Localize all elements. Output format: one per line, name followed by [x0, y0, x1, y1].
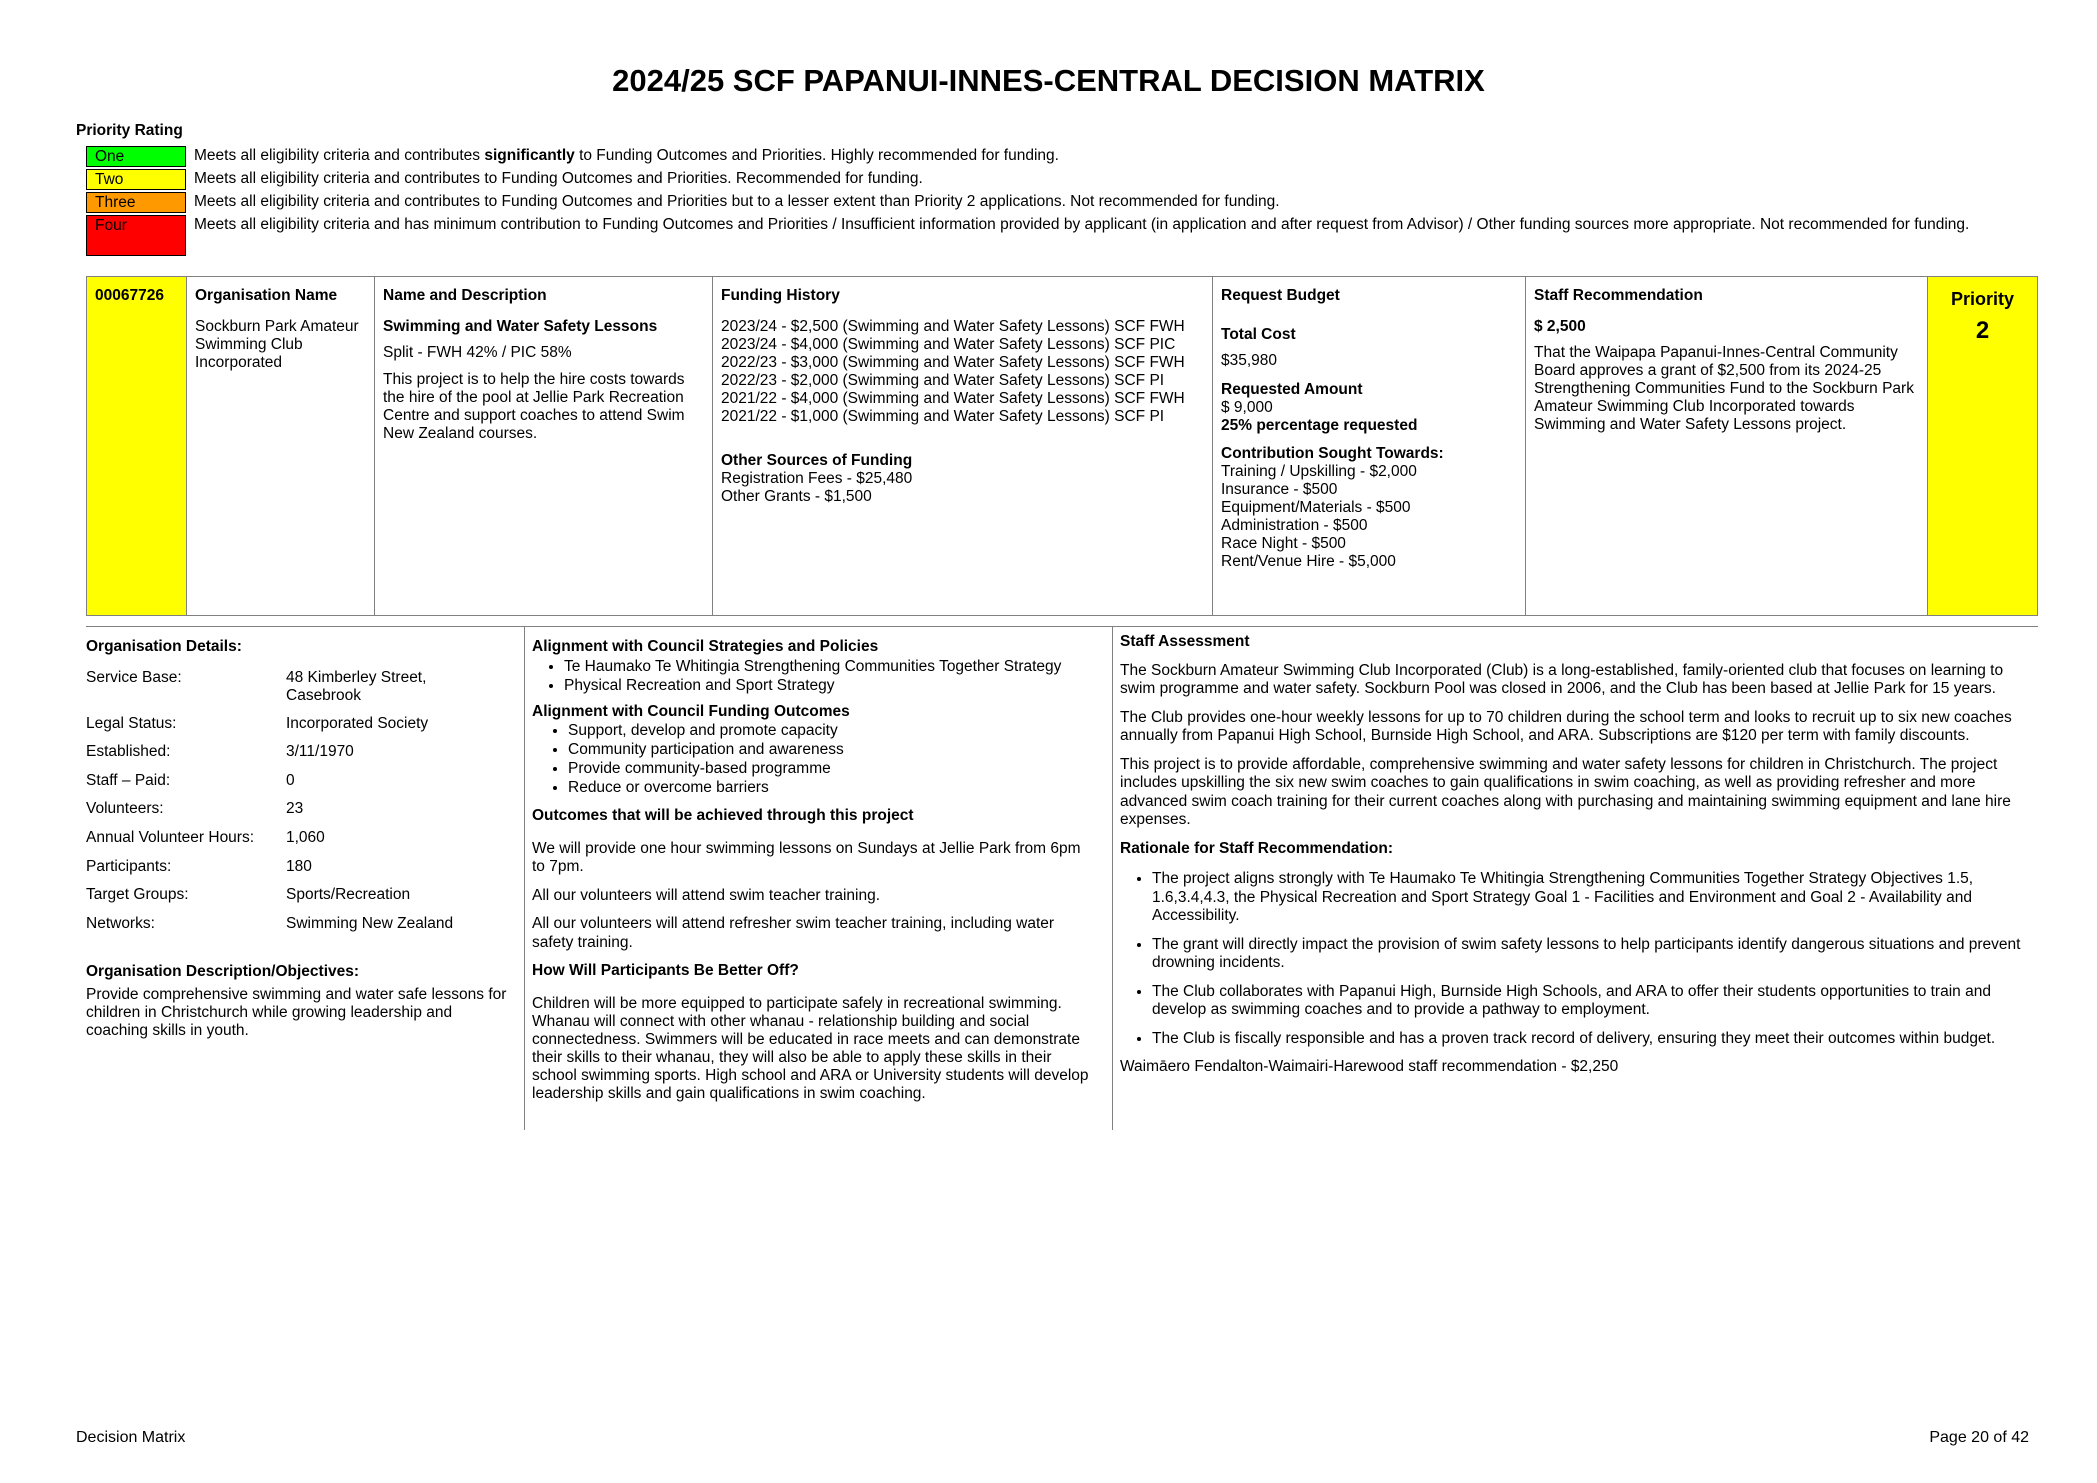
total-cost-label: Total Cost — [1221, 325, 1296, 343]
detail-row-volunteer-hours — [86, 829, 516, 848]
detail-value: 0 — [286, 771, 295, 789]
rationale-item: • The Club collaborates with Papanui High, Burnside High Schools, and ARA to offer their students opportunities to train and develop as swimming coaches and to provide a pathway to employment. — [1152, 983, 2030, 1020]
detail-label: Participants: — [86, 857, 172, 875]
contribution-item: Race Night - $500 — [1221, 534, 1346, 552]
priority-legend — [86, 146, 1986, 258]
priority-value: 2 — [1975, 316, 1990, 344]
detail-label: Target Groups: — [86, 886, 189, 904]
outcome-item: • Community participation and awareness — [568, 740, 1092, 759]
requested-amount-value: $ 9,000 — [1221, 398, 1273, 416]
contribution-item: Rent/Venue Hire - $5,000 — [1221, 552, 1396, 570]
detail-label: Legal Status: — [86, 714, 177, 732]
detail-label: Volunteers: — [86, 800, 164, 818]
funding-history-list — [721, 318, 1204, 426]
page-number: Page 20 of 42 — [1929, 1429, 2029, 1446]
outcomes-list — [532, 721, 1092, 797]
achieved-item: We will provide one hour swimming lessons on Sundays at Jellie Park from 6pm to 7pm. — [532, 839, 1081, 876]
achieved-item: All our volunteers will attend refresher swim teacher training, including water safety training. — [532, 915, 1055, 951]
detail-row-volunteers — [86, 800, 516, 819]
rationale-list — [1120, 870, 2030, 1048]
strategy-item: • Te Haumako Te Whitingia Strengthening Communities Together Strategy — [564, 657, 1092, 676]
funding-history-item: 2022/23 - $3,000 (Swimming and Water Safety Lessons) SCF FWH — [721, 353, 1185, 371]
detail-value: 48 Kimberley Street, Casebrook — [286, 668, 427, 704]
contribution-label: Contribution Sought Towards: — [1221, 444, 1444, 462]
legend-row-four — [86, 215, 1986, 258]
priority-rating-heading: Priority Rating — [76, 122, 183, 139]
priority-cell — [1928, 277, 2037, 615]
column-divider-right — [1112, 626, 1113, 1130]
detail-label: Staff – Paid: — [86, 771, 171, 789]
legend-text-one: Meets all eligibility criteria and contributes significantly to Funding Outcomes and Priorities. Highly recommended for funding. — [194, 147, 1059, 164]
detail-value: 3/11/1970 — [286, 743, 354, 761]
funding-history-header: Funding History — [721, 287, 840, 304]
strategies-heading: Alignment with Council Strategies and Policies — [532, 638, 879, 655]
detail-label: Annual Volunteer Hours: — [86, 828, 255, 846]
detail-value: Incorporated Society — [286, 714, 429, 732]
contribution-item: Equipment/Materials - $500 — [1221, 498, 1411, 516]
request-budget-cell — [1213, 277, 1526, 615]
legend-swatch-one: One — [86, 146, 186, 167]
other-source-item: Registration Fees - $25,480 — [721, 469, 913, 487]
staff-recommendation-text: That the Waipapa Papanui-Innes-Central Community Board approves a grant of $2,500 from its 2024-25 Strengthening Communities Fund to the Sockburn Park Amateur Swimming Club Incorporated towards Swimming and Water Safety Lessons project. — [1534, 344, 1914, 434]
page-title: 2024/25 SCF PAPANUI-INNES-CENTRAL DECISION MATRIX — [612, 63, 1485, 98]
assessment-closing: Waimāero Fendalton-Waimairi-Harewood staff recommendation - $2,250 — [1120, 1058, 1619, 1076]
contribution-item: Insurance - $500 — [1221, 480, 1338, 498]
staff-recommendation-amount: $ 2,500 — [1534, 317, 1586, 335]
other-sources-header: Other Sources of Funding — [721, 451, 913, 469]
outcome-item: • Support, develop and promote capacity — [568, 721, 1092, 740]
rationale-item: • The grant will directly impact the provision of swim safety lessons to help participants identify dangerous situations and prevent drowning incidents. — [1152, 936, 2030, 973]
detail-value: 23 — [286, 800, 304, 818]
organisation-details-heading: Organisation Details: — [86, 638, 242, 655]
legend-swatch-four: Four — [86, 215, 186, 256]
percent-requested: 25% percentage requested — [1221, 416, 1418, 434]
column-divider-left — [524, 626, 525, 1130]
organisation-name: Sockburn Park Amateur Swimming Club Incorporated — [195, 317, 359, 371]
organisation-name-cell — [187, 277, 375, 615]
legend-row-one — [86, 146, 1986, 169]
project-description: This project is to help the hire costs towards the hire of the pool at Jellie Park Recreation Centre and support coaches to attend Swim New Zealand courses. — [383, 370, 685, 442]
detail-row-participants — [86, 858, 516, 877]
detail-row-legal-status — [86, 715, 516, 734]
detail-value: Swimming New Zealand — [286, 914, 454, 932]
legend-swatch-three: Three — [86, 192, 186, 213]
staff-assessment-heading: Staff Assessment — [1120, 633, 1250, 650]
detail-value: 180 — [286, 857, 312, 875]
contribution-list — [1221, 463, 1517, 571]
better-off-heading: How Will Participants Be Better Off? — [532, 962, 799, 980]
outcome-item: • Provide community-based programme — [568, 759, 1092, 778]
detail-row-established — [86, 743, 516, 762]
detail-label: Established: — [86, 743, 171, 761]
project-name: Swimming and Water Safety Lessons — [383, 317, 658, 335]
staff-assessment-section — [1120, 633, 2030, 1077]
assessment-paragraph: The Club provides one-hour weekly lessons for up to 70 children during the school term and looks to recruit up to six new coaches annually from Papanui High School, Burnside High School, and ARA. Subscriptions are $120 per term with family discounts. — [1120, 708, 2012, 745]
alignment-section — [532, 638, 1092, 1103]
legend-text-four: Meets all eligibility criteria and has minimum contribution to Funding Outcomes and Priorities / Insufficient information provided by applicant (in application and after request from Advisor) / Other funding sources more appropriate. Not recommended for funding. — [194, 216, 1970, 233]
assessment-paragraph: This project is to provide affordable, comprehensive swimming and water safety lessons for children in Christchurch. The project includes upskilling the six new swim coaches to gain qualifications in swim coaching, as well as providing refresher and more advanced swim coach training for their current coaches along with purchasing and maintaining swimming equipment and lane hire expenses. — [1120, 755, 2011, 829]
assessment-paragraph: The Sockburn Amateur Swimming Club Incorporated (Club) is a long-established, family-oriented club that focuses on learning to swim programme and water safety. Sockburn Pool was closed in 2006, and the Club has been based at Jellie Park for 15 years. — [1120, 661, 2004, 698]
application-table — [86, 276, 2038, 616]
strategy-item: • Physical Recreation and Sport Strategy — [564, 676, 1092, 695]
rationale-item: • The project aligns strongly with Te Haumako Te Whitingia Strengthening Communities Together Strategy Objectives 1.5, 1.6,3.4,4.3, the Physical Recreation and Sport Strategy Goal 1 - Facilities and Environment and Goal 2 - Availability and Accessibility. — [1152, 870, 2030, 926]
legend-row-three — [86, 192, 1986, 215]
detail-row-target-groups — [86, 886, 516, 905]
outcomes-heading: Alignment with Council Funding Outcomes — [532, 702, 850, 720]
name-description-cell — [375, 277, 713, 615]
better-off-text: Children will be more equipped to participate safely in recreational swimming. Whanau will connect with other whanau - relationship building and social connectedness. Swimmers will be educated in race meets and can demonstrate their skills to their whanau, they will also be able to apply these skills in their school swimming sports. High school and ARA or University students will develop leadership skills and gain qualifications in swim coaching. — [532, 994, 1089, 1102]
funding-history-cell — [713, 277, 1213, 615]
organisation-description-heading: Organisation Description/Objectives: — [86, 963, 360, 981]
funding-history-item: 2023/24 - $4,000 (Swimming and Water Safety Lessons) SCF PIC — [721, 335, 1176, 353]
detail-value: Sports/Recreation — [286, 886, 411, 904]
other-sources-list — [721, 470, 1204, 506]
detail-row-networks — [86, 915, 516, 934]
achieved-heading: Outcomes that will be achieved through this project — [532, 807, 914, 825]
staff-recommendation-header: Staff Recommendation — [1534, 287, 1703, 304]
detail-label: Service Base: — [86, 668, 182, 686]
rationale-heading: Rationale for Staff Recommendation: — [1120, 839, 1393, 857]
request-budget-header: Request Budget — [1221, 287, 1340, 304]
strategies-list — [532, 657, 1092, 695]
requested-amount-label: Requested Amount — [1221, 380, 1363, 398]
staff-recommendation-cell — [1526, 277, 1928, 615]
name-description-header: Name and Description — [383, 287, 547, 304]
other-source-item: Other Grants - $1,500 — [721, 487, 872, 505]
funding-history-item: 2022/23 - $2,000 (Swimming and Water Safety Lessons) SCF PI — [721, 371, 1165, 389]
organisation-details — [86, 638, 516, 1040]
detail-value: 1,060 — [286, 828, 325, 846]
achieved-item: All our volunteers will attend swim teacher training. — [532, 886, 881, 904]
section-divider — [86, 626, 2038, 627]
legend-swatch-two: Two — [86, 169, 186, 190]
contribution-item: Training / Upskilling - $2,000 — [1221, 462, 1417, 480]
detail-row-staff-paid — [86, 772, 516, 791]
legend-text-three: Meets all eligibility criteria and contributes to Funding Outcomes and Priorities but to a lesser extent than Priority 2 applications. Not recommended for funding. — [194, 193, 1280, 210]
organisation-description: Provide comprehensive swimming and water safe lessons for children in Christchurch while growing leadership and coaching skills in youth. — [86, 985, 507, 1039]
application-id-cell — [87, 277, 187, 615]
legend-row-two — [86, 169, 1986, 192]
detail-row-service-base — [86, 669, 516, 705]
funding-history-item: 2021/22 - $4,000 (Swimming and Water Safety Lessons) SCF FWH — [721, 389, 1185, 407]
outcome-item: • Reduce or overcome barriers — [568, 778, 1092, 797]
total-cost-value: $35,980 — [1221, 352, 1278, 370]
detail-label: Networks: — [86, 914, 155, 932]
application-id: 00067726 — [95, 287, 164, 304]
funding-history-item: 2021/22 - $1,000 (Swimming and Water Safety Lessons) SCF PI — [721, 407, 1165, 425]
funding-split: Split - FWH 42% / PIC 58% — [383, 344, 572, 362]
contribution-item: Administration - $500 — [1221, 516, 1368, 534]
organisation-name-header: Organisation Name — [195, 287, 338, 304]
footer-left: Decision Matrix — [76, 1429, 186, 1446]
funding-history-item: 2023/24 - $2,500 (Swimming and Water Safety Lessons) SCF FWH — [721, 317, 1185, 335]
legend-text-two: Meets all eligibility criteria and contributes to Funding Outcomes and Priorities. Recommended for funding. — [194, 170, 923, 187]
rationale-item: • The Club is fiscally responsible and has a proven track record of delivery, ensuring they meet their outcomes within budget. — [1152, 1030, 2030, 1049]
priority-header: Priority — [1950, 289, 2015, 309]
